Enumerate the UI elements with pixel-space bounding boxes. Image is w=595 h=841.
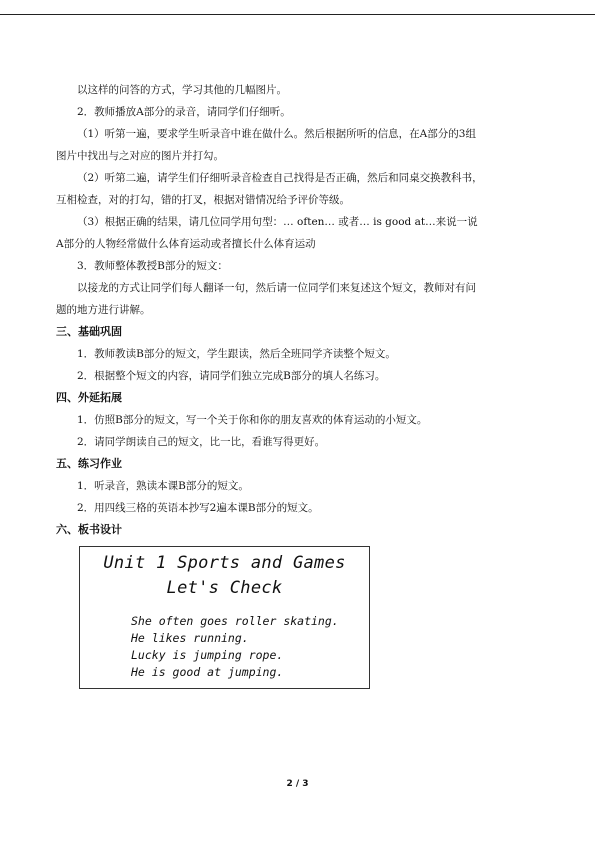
list-item: 1．教师教读B部分的短文，学生跟读，然后全班同学齐读整个短文。: [77, 348, 396, 360]
list-item: 2．请同学朗读自己的短文，比一比，看谁写得更好。: [77, 436, 326, 448]
header-rule: [0, 14, 595, 15]
paragraph: （2）听第二遍，请学生们仔细听录音检查自己找得是否正确，然后和同桌交换教科书，: [77, 172, 483, 184]
section-heading: 六、板书设计: [56, 523, 122, 536]
paragraph-continuation: A部分的人物经常做什么体育运动或者擅长什么体育运动: [56, 238, 316, 250]
section-heading: 四、外延拓展: [56, 391, 122, 404]
paragraph-continuation: 互相检查，对的打勾，错的打叉，根据对错情况给予评价等级。: [56, 194, 350, 206]
paragraph: （3）根据正确的结果，请几位同学用句型：… often… 或者… is good at…来说一说: [77, 216, 478, 228]
page-number: 2 / 3: [286, 779, 309, 789]
section-heading: 三、基础巩固: [56, 325, 122, 338]
board-sentence: He likes running.: [131, 631, 249, 645]
paragraph-continuation: 图片中找出与之对应的图片并打勾。: [56, 150, 224, 162]
board-title: Unit 1 Sports and Games: [103, 553, 346, 573]
section-heading: 五、练习作业: [56, 457, 122, 470]
paragraph: 以这样的问答的方式，学习其他的几幅图片。: [77, 84, 287, 96]
board-sentence: She often goes roller skating.: [131, 614, 339, 628]
board-sentence: Lucky is jumping rope.: [131, 648, 284, 662]
board-sentence: He is good at jumping.: [131, 665, 284, 679]
list-item: 1．仿照B部分的短文，写一个关于你和你的朋友喜欢的体育运动的小短文。: [77, 414, 428, 426]
board-subtitle: Let's Check: [166, 578, 283, 598]
document-body: [56, 79, 546, 541]
board-sentences: [131, 613, 339, 681]
paragraph: （1）听第一遍，要求学生听录音中谁在做什么。然后根据所听的信息，在A部分的3组: [77, 128, 476, 140]
paragraph-continuation: 题的地方进行讲解。: [56, 304, 151, 316]
paragraph: 3．教师整体教授B部分的短文：: [77, 260, 228, 272]
list-item: 2．用四线三格的英语本抄写2遍本课B部分的短文。: [77, 502, 319, 514]
paragraph: 2．教师播放A部分的录音，请同学们仔细听。: [77, 106, 291, 118]
blackboard-design-box: [79, 546, 370, 689]
list-item: 2．根据整个短文的内容，请同学们独立完成B部分的填人名练习。: [77, 370, 386, 382]
list-item: 1．听录音，熟读本课B部分的短文。: [77, 480, 249, 492]
paragraph: 以接龙的方式让同学们每人翻译一句，然后请一位同学们来复述这个短文，教师对有问: [77, 282, 476, 294]
